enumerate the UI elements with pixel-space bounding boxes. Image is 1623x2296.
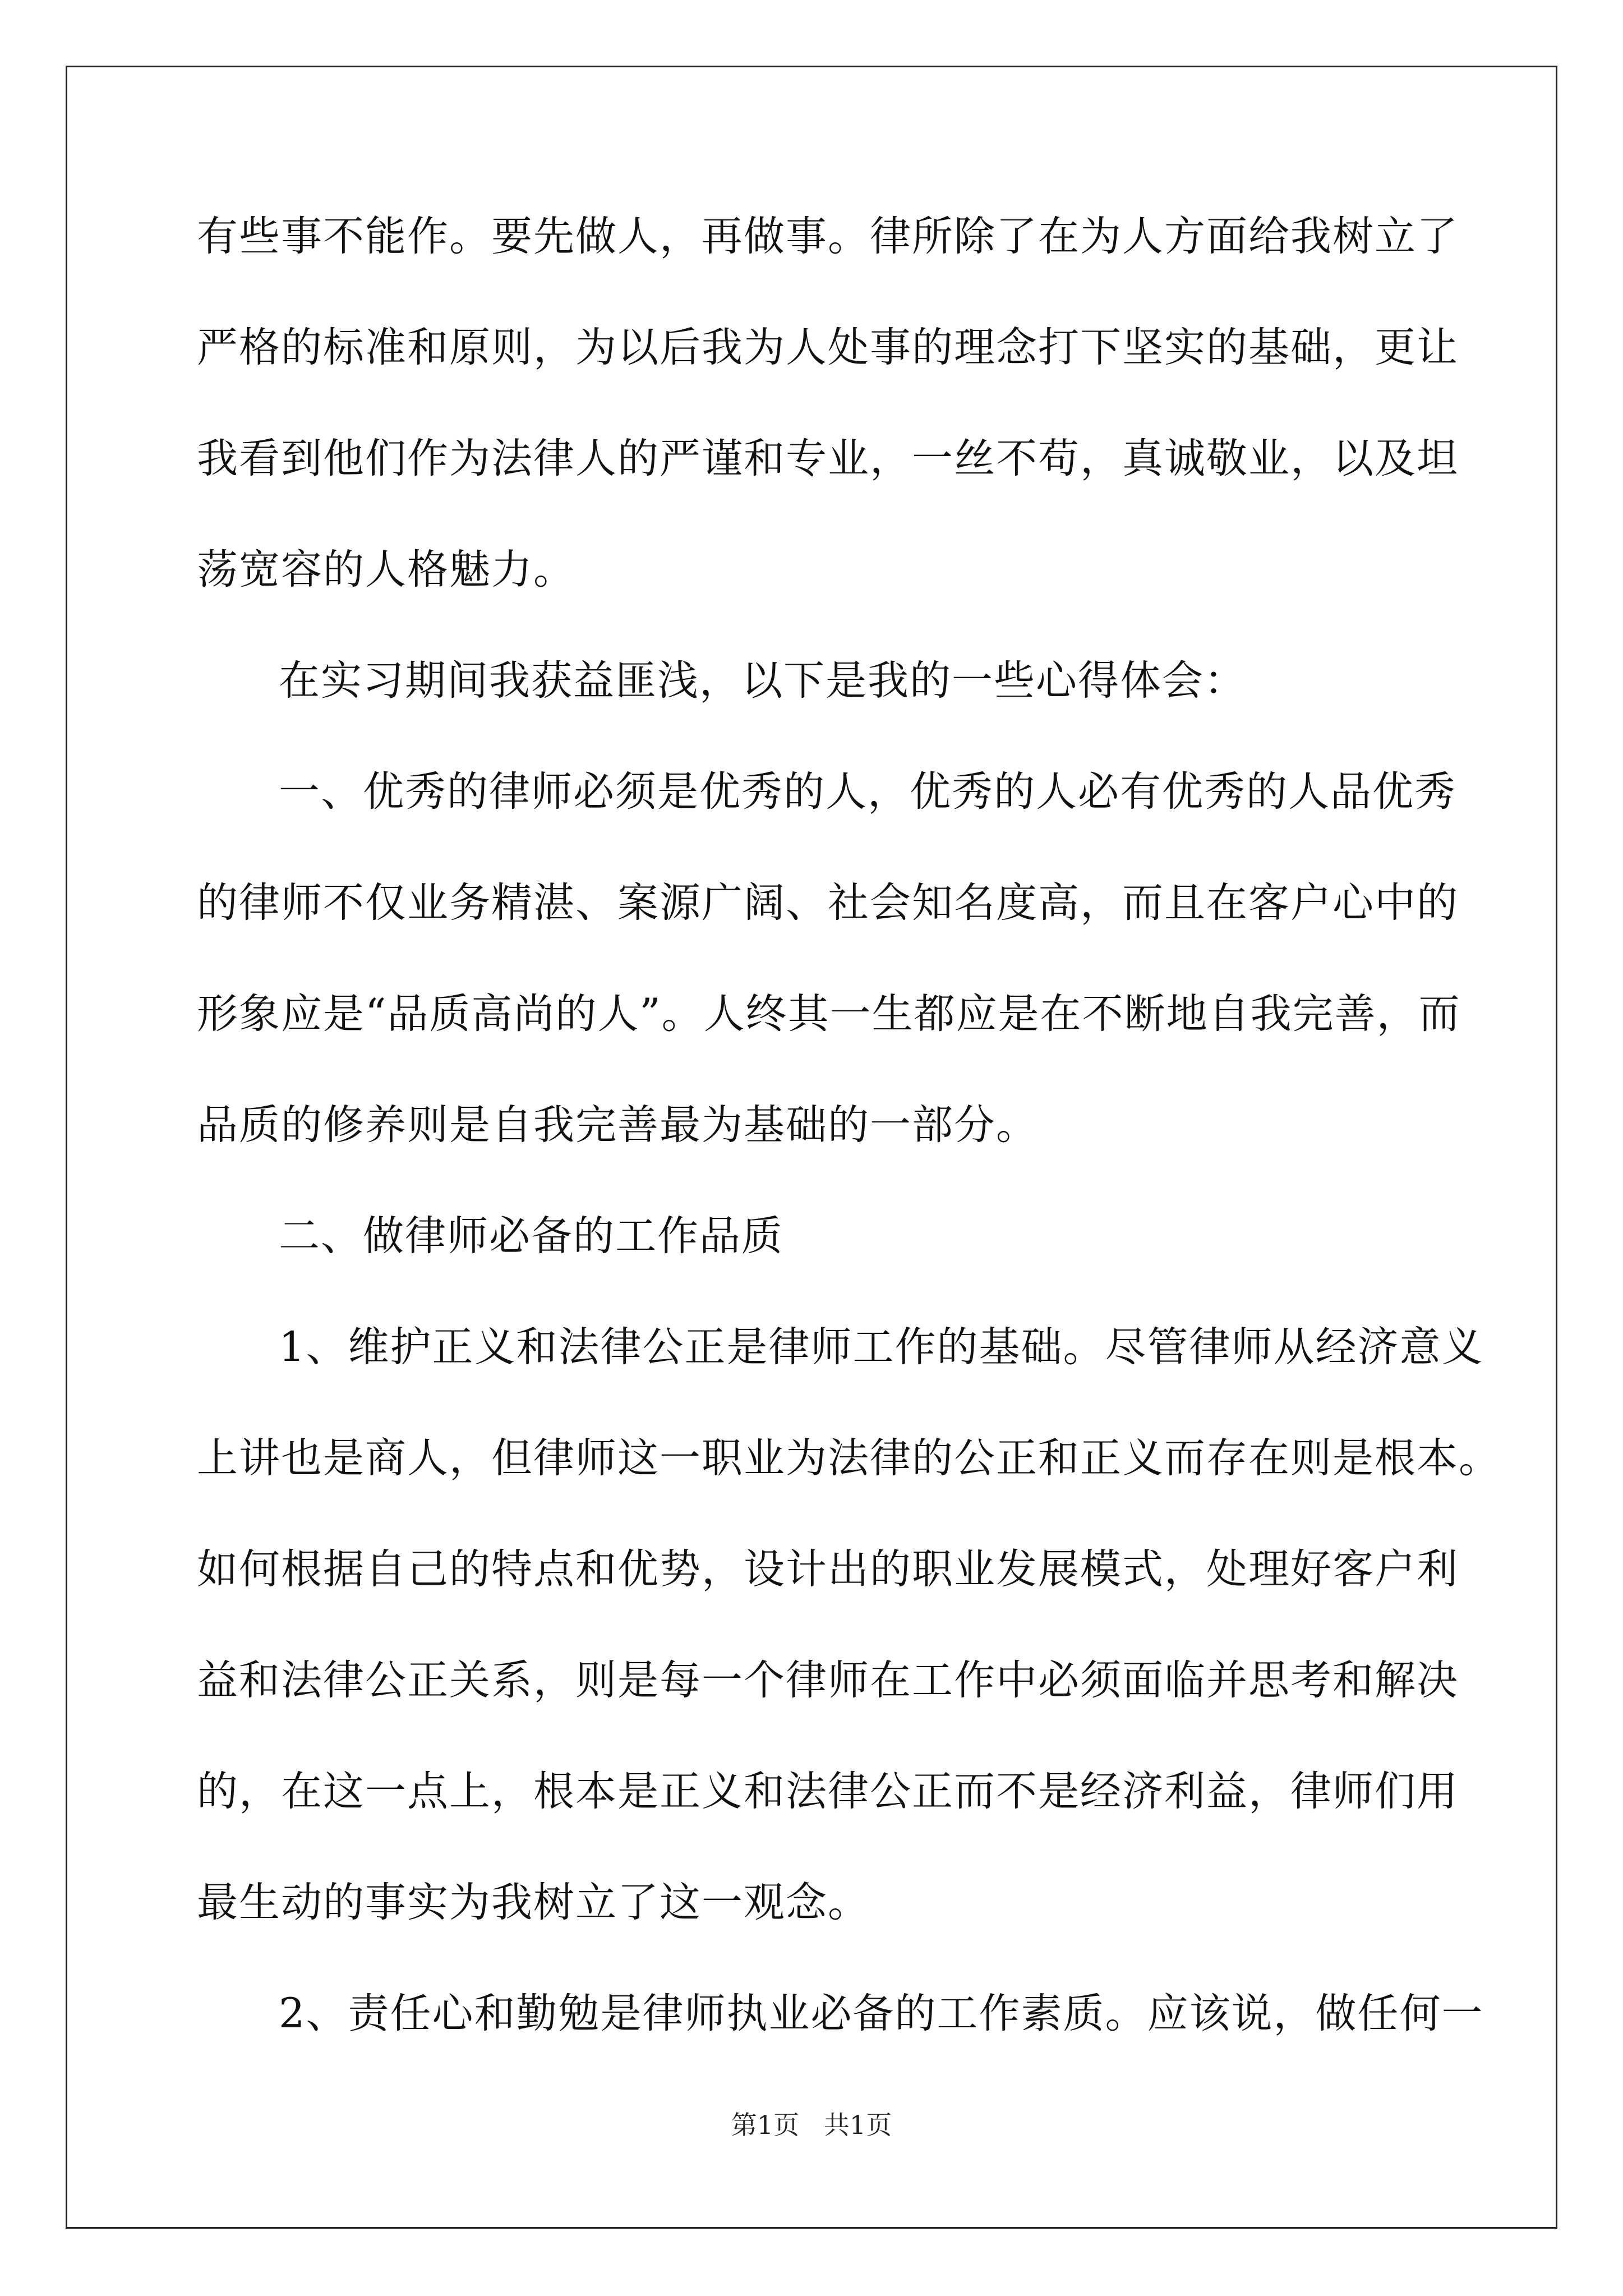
text-line: 严格的标准和原则，为以后我为人处事的理念打下坚实的基础，更让 [197, 324, 1459, 371]
text-line: 荡宽容的人格魅力。 [197, 546, 575, 593]
text-line: 的，在这一点上，根本是正义和法律公正而不是经济利益，律师们用 [197, 1768, 1459, 1815]
text-line: 一、优秀的律师必须是优秀的人，优秀的人必有优秀的人品优秀 [279, 768, 1456, 816]
text-line: 在实习期间我获益匪浅，以下是我的一些心得体会： [279, 657, 1246, 705]
text-line: 形象应是“品质高尚的人”。人终其一生都应是在不断地自我完善，而 [197, 990, 1461, 1038]
text-line: 益和法律公正关系，则是每一个律师在工作中必须面临并思考和解决 [197, 1657, 1459, 1704]
text-line: 有些事不能作。要先做人，再做事。律所除了在为人方面给我树立了 [197, 213, 1459, 260]
text-line: 2、责任心和勤勉是律师执业必备的工作素质。应该说，做任何一 [279, 1990, 1484, 2037]
document-body [197, 201, 1501, 2089]
text-line: 如何根据自己的特点和优势，设计出的职业发展模式，处理好客户利 [197, 1545, 1459, 1593]
text-line: 1、维护正义和法律公正是律师工作的基础。尽管律师从经济意义 [279, 1323, 1484, 1371]
text-line: 上讲也是商人，但律师这一职业为法律的公正和正义而存在则是根本。 [197, 1434, 1501, 1482]
text-line: 我看到他们作为法律人的严谨和专业，一丝不苟，真诚敬业，以及坦 [197, 435, 1459, 482]
page-footer: 第1页 共1页 [731, 2110, 892, 2140]
text-line: 二、做律师必备的工作品质 [279, 1212, 783, 1260]
text-line: 最生动的事实为我树立了这一观念。 [197, 1879, 870, 1926]
text-line: 的律师不仅业务精湛、案源广阔、社会知名度高，而且在客户心中的 [197, 879, 1459, 927]
text-line: 品质的修养则是自我完善最为基础的一部分。 [197, 1101, 1038, 1149]
